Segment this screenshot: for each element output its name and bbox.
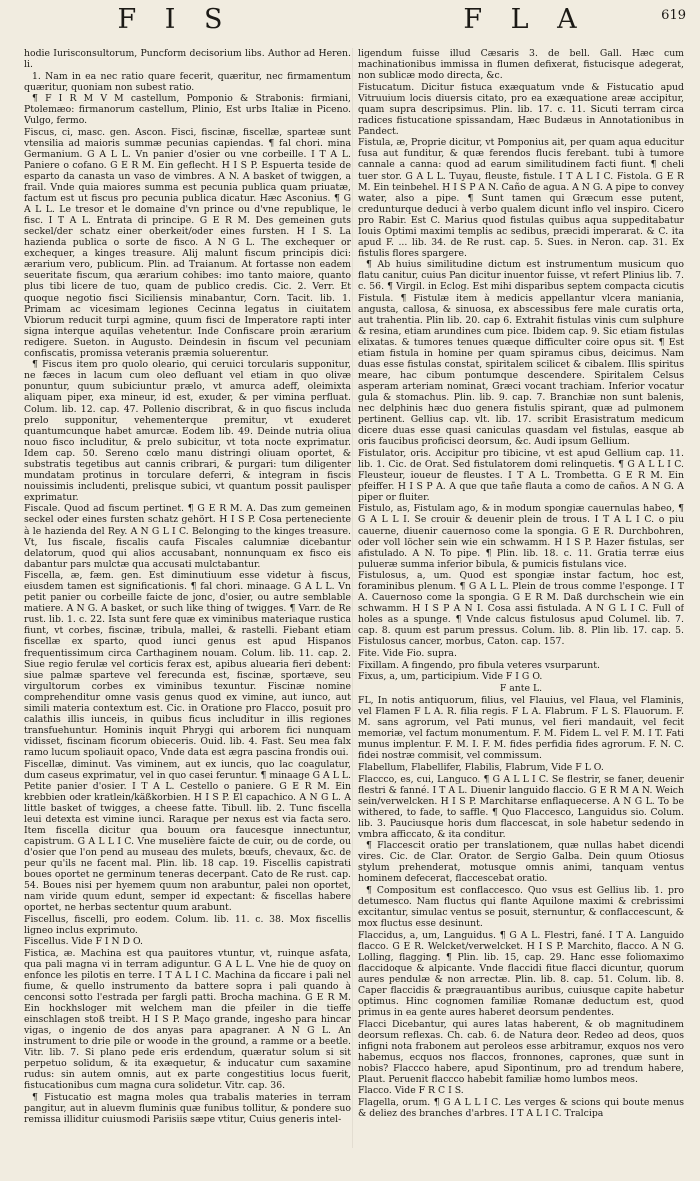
right-running-head: F L A xyxy=(463,4,587,35)
entry-paragraph: Fistulosus, a, um. Quod est spongiæ instar factum, hoc est, foraminibus plenum. ¶ G A L L. Plein de trous comme l'esponge. I T A. Cauernoso come la spongia. G E R M. Daß durchschein wie ein schwamm. H I S P A N I. Cosa assi fistulada. A N G L I C. Full of holes as a spunge. ¶ Vnde calcus fistulosus apud Columel. lib. 7. cap. 8. quum est parum pressus. Colum. lib. 8. Plin lib. 17. cap. 5. Fistulosus cancer, morbus, Caton. cap. 157. xyxy=(358,570,684,648)
entry-paragraph: Fiscellæ, diminut. Vas viminem, aut ex iuncis, quo lac coagulatur, dum caseus exprimatur, vel in quo casei feruntur. ¶ minaage G A L L. Petite panier d'osier. I T A L. Cestello o paniere. G E R M. Ein krebbien oder kratlein/käßkorbien. H I S P. El capachico. A N G L. A little basket of twigges, a cheese fatte. Tibull. lib. 2. Tunc fiscella leui detexta est vimine iunci. Raraque per nexus est via facta sero. Item fiscella dicitur qua bouum ora faucesque innectuntur, capistrum. G A L L I C. Vne muselière faicte de cuir, ou de corde, ou d'osier que l'on pend au museau des mulets, bœufs, chevaux, &c. de peur qu'ils ne facent mal. Plin. lib. 18 cap. 19. Fiscellis capistrati boues oportet ne germinum teneras decerpant. Cato de Re rust. cap. 54. Boues nisi per hyemem quum non arabuntur, palei non oportet, nam viride quum edunt, semper id expectant: & fiscellas habere oportet, ne herbas sectentur quum arabunt. xyxy=(24,758,351,914)
entry-paragraph: Fiscus, ci, masc. gen. Ascon. Fisci, fiscinæ, fiscellæ, sparteæ sunt vtensilia ad maioris summæ pecunias capiendas. ¶ fal chori. mina Germanium. G A L L. Vn panier d'osier ou vne corbeille. I T A L. Paniere o cofano. G E R M. Ein geflecht. H I S P. Espuerta teside de esparto da canasta un vaso de vimbres. A N. A basket of twiggen, a frail. Vnde quia maiores summa est pecunia publica quam priuatæ, factum est ut fiscus pro pecunia publica dicatur. Hæc Asconius. ¶ G A L L. Le tresor et le domaine d'vn prince ou d'vne republique, le fisc. I T A L. Entrata di principe. G E R M. Des gemeinen guts seckel/der schatz einer oberkeit/oder eines fursten. H I S. La hazienda publica o sorte de fisco. A N G L. The exchequer or exchequer, a kinges treasure. Alij malunt fiscum principis dici: ærarium vero, publicum. Plin. ad Traianum. At fortasse non eadem seueritate fiscum, qua ærarium cohibes: imo tanto maiore, quanto plus tibi licere de tuo, quam de publico credis. Cic. 2. Verr. Et quoque negotio fisci Siciliensis minabantur, Corn. Tacit. lib. 1. Primam ac vicesimam legiones Cecinna legatus in ciuitatem Vbiorum reducit turpi agmine, quum fisci de Imperatore rapti inter signa interque aquilas vehetentur. Inde Confiscare proin ærarium redigere. Sueton. in Augusto. Deindesin in fiscum vel pecuniam confiscatis, promissa veteranis præmia soluerentur. xyxy=(24,126,351,359)
entry-paragraph: Fiscella, æ, fæm. gen. Est diminutiuum esse videtur à fiscus, eiusdem tamen est significationis. ¶ fal chori. minaage. G A L L. Vn petit panier ou corbeille faicte de jonc, d'osier, ou autre semblable matiere. A N G. A basket, or such like thing of twigges. ¶ Varr. de Re rust. lib. 1. c. 22. Ista sunt fere quæ ex viminibus materiaque rustica fiunt, vt corbes, fiscinæ, tribula, mallei, & rastelli. Fiebant etiam fiscellæ ex sparto, quod iunci genus est apud Hispanos frequentissimum circa Carthaginem nouam. Colum. lib. 11. cap. 2. Siue regio ferulæ vel corticis ferax est, apibus aluearia fieri debent: siue palmæ sparteve vel ferecunda est, fiscinæ, sportæve, seu virgultorum corbes ex viminibus texuntur. Fiscinæ nomine comprehenditur omne vasis genus quod ex vimine, aut iunco, aut simili materia contextum est. Cic. in Oratione pro Flacco, posuit pro calathis illis iunceis, in quibus ficus includitur in illis regiones transfuehuntur. Hominis inquit Phrygi qui arborem fici nunquam vidisset, fiscinam ficorum obieceris. Ouid. lib. 4. Fast. Seu mea falx ramo lucum spoliauit opaco, Vnde data est ægra pascina frondis oui. xyxy=(24,570,351,758)
entry-paragraph: ¶ Fiscus item pro quolo oleario, qui ceruici torcularis supponitur, ne fæces in lacum cum oleo defluant vel etiam in quo olivæ ponuntur, quum subiciuntur prælo, vt amurca adeff, oleimixta aliquam piper, exa mineur, id est, exuder, & per vimina perfluat. Colum. lib. 12. cap. 47. Pollenio discribrat, & in quo fiscus includa prelo supponitur, vehementerque premitur, vt exuderet quantumcunque habet amurcæ. Eodem lib. 49. Deinde nutria oliua nouo fisco includitur, & prelo subicitur, vt tota nocte exprimatur. Idem cap. 50. Sereno cœlo manu distringi oliuam oportet, & substratis tegetibus aut cannis cribrari, & purgari: tum diligenter mundatam protinus in torculare deferri, & integram in fiscis nouissimis includenti, prelisque subici, vt quantum possit paulisper exprimatur. xyxy=(24,359,351,503)
entry-paragraph: Fistucatum. Dicitur fistuca exæquatum vnde & Fistucatio apud Vitruuium locis diuersis citato, pro ea exæquatione areæ accipitur, quam supra descripsimus. Plin. lib. 17. c. 11. Sicuti terram circa radices fistucatione spissandam, Hæc Budæus in Annotationibus in Pandect. xyxy=(358,81,684,137)
entry-paragraph: ¶ Fistucatio est magna moles qua trabalis materies in terram pangitur, aut in aluevm fluminis quæ funibus tollitur, & pondere suo remissa illiditur cuiusmodi Parisiis sæpe vtitur, Cuius generis intel- xyxy=(24,1091,351,1125)
entry-paragraph: Fixus, a, um, participium. Vide F I G O. xyxy=(358,671,543,683)
entry-paragraph: Flagella, orum. ¶ G A L L I C. Les verges & scions qui boute menus & deliez des branches d'arbres. I T A L I C. Tralcipa xyxy=(358,1096,684,1119)
entry-paragraph: Flaccco, es, cui, Languco. ¶ G A L L I C. Se flestrir, se faner, deuenir flestri & fanné. I T A L. Diuenir languido flaccio. G E R M A N. Weich sein/verwelcken. H I S P. Marchitarse enflaquecerse. A N G L. To be withered, to fade, to saffle. ¶ Quo Flaccesco, Languidus sio. Colum. lib. 3. Pauciusque horis dum flaccescat, in sole habetur sedendo in vmbra afficcato, & ita conditur. xyxy=(358,773,684,840)
page-header xyxy=(0,0,700,46)
left-column xyxy=(24,48,351,1166)
entry-paragraph: ligendum fuisse illud Cæsaris 3. de bell. Gall. Hæc cum machinationibus immissa in flumen defixerat, fistucisque adegerat, non sublicæ modo directa, &c. xyxy=(358,48,684,82)
page-number: 619 xyxy=(661,8,686,23)
entry-paragraph: ¶ Compositum est conflaccesco. Quo vsus est Gellius lib. 1. pro detumesco. Nam fluctus qui flante Aquilone maximi & crebrissimi excitantur, simulac ventus se posuit, sternuntur, & conflaccescunt, & mox fluctus esse desinunt. xyxy=(358,885,684,930)
entry-paragraph: 1. Nam in ea nec ratio quare fecerit, quæritur, nec firmamentum quæritur, quoniam non subest ratio. xyxy=(24,70,351,93)
entry-paragraph: Fistulator, oris. Accipitur pro tibicine, vt est apud Gellium cap. 11. lib. 1. Cic. de Orat. Sed fistulatorem domi relinquetis. ¶ G A L L I C. Fleusteur, ioueur de fleustes. I T A L. Trombetta. G E R M. Ein pfeiffer. H I S P A. A que que tañe flauta a como de caños. A N G. A piper or fluiter. xyxy=(358,447,684,503)
entry-paragraph: Fiscellus, fiscelli, pro eodem. Colum. lib. 11. c. 38. Mox fiscellis ligneo inclus exprimuto. xyxy=(24,913,351,936)
entry-paragraph: ¶ Flaccescit oratio per translationem, quæ nullas habet dicendi vires. Cic. de Clar. Orator. de Sergio Galba. Dein quum Otiosus stylum prehenderat, motusque omnis animi, tanquam ventus hominem defecerat, flaccescebat oratio. xyxy=(358,840,684,885)
entry-paragraph: Fite. Vide Fio. supra. xyxy=(358,648,457,660)
entry-paragraph: ¶ F I R M V M castellum, Pomponio & Strabonis: firmiani, Ptolemæo: firmanorum castellum, Plinio, Est urbs Italiæ in Piceno. Vulgo, fermo. xyxy=(24,93,351,127)
entry-paragraph: Fiscellus. Vide F I N D O. xyxy=(24,936,144,948)
entry-paragraph: Fistulo, as, Fistulam ago, & in modum spongiæ cauernulas habeo, ¶ G A L L I. Se crouir & deuenir plein de trous. I T A L I C. o piu cauerne, diuenir cauernoso come la spongia. G E R. Durchbohren, oder voll löcher sein wie ein schwamm. H I S P. Hazer fistulas, ser afistulado. A N. To pipe. ¶ Plin. lib. 18. c. 11. Gratia terræ eius pulueræ summa inferior bibula, & pumicis fistulans vice. xyxy=(358,503,684,570)
entry-paragraph: Fiscale. Quod ad fiscum pertinet. ¶ G E R M. A. Das zum gemeinen seckel oder eines fursten schatz gehört. H I S P. Cosa perteneciente à le hazienda del Rey. A N G L I C. Belonging to the kinges treasure. Vt, Ius fiscale, fiscalis caufa Fiscales calumniæ dicebantur delatorum, quod qui alios accusabant, nonnunquam ex fisco eis dabantur pars mulctæ qua accusati mulctabantur. xyxy=(24,503,351,570)
section-heading: F ante L. xyxy=(499,683,543,695)
entry-paragraph: Flabellum, Flabellifer, Flabilis, Flabrum, Vide F L O. xyxy=(358,762,604,773)
entry-paragraph: FL, In notis antiquorum, filius, vel Flauius, vel Flaua, vel Flaminis, vel Flamen F L A. R. filia regis. F L A. Flabrum. F L S. Flauorum. F. M. sans agrorum, vel Pati munus, vel fieri mandauit, vel fecit memoriæ, vel factum monumentum. F. M. Fidem L. vel F. M. I T. Fati munus implentur. F. M. I. F. M. fides perfidia fides agrorum. F. N. C. fidei nostræ commisit, vel commissum. xyxy=(358,695,684,762)
entry-paragraph: Flaccidus, a, um, Languidus. ¶ G A L. Flestri, fané. I T A. Languido flacco. G E R. Welcket/verwelcket. H I S P. Marchito, flacco. A N G. Lolling, flagging. ¶ Plin. lib. 15, cap. 29. Hanc esse foliomaximo flaccidoque & alpicante. Vnde flaccidi fitue flacci dicuntur, quorum aures pendulæ & non arrectæ. Plin. lib. 8. cap. 51. Colum. lib. 8. Caper flaccidis & prægrauantibus auribus, cuiusque capite habetur optimus. Hinc cognomen familiæ Romanæ deductum est, quod primus in ea gente aures haberet deorsum pendentes. xyxy=(358,929,684,1019)
entry-paragraph: Fistula, æ, Proprie dicitur, vt Pomponius ait, per quam aqua educitur fusa aut funditur, & quæ ferendos flucis ferebant. tubi à tumore cannale a canna: quod ad earum similitudinem facti fiunt. ¶ cheli tuer stor. G A L L. Tuyau, fleuste, fistule. I T A L I C. Fistola. G E R M. Ein teinbehel. H I S P A N. Caño de agua. A N G. A pipe to convey water, also a pipe. ¶ Sunt tamen qui Græcum esse putent, credunturque deduci à verbo qualem dicunt inflo vel inspiro. Cicero pro Rabir. Est C. Marius quod fistulas quibus aqua suppeditabatur Iouis Optimi maximi templis ac sedibus, præcidi imperarat. & C. ita apud F. ... lib. 34. de Re rust. cap. 5. Sues. in Neron. cap. 31. Ex fistulis flores spargere. xyxy=(358,137,684,259)
entry-paragraph: Flacco. Vide F R C I S. xyxy=(358,1085,464,1097)
entry-paragraph: Flacci Dicebantur, qui aures latas haberent, & ob magnitudinem deorsum reflexas. Ch. cab. 6. de Natura deor. Redeo ad deos, quos infigni nota frabonem aut peroleos esse arbitramur, exquos nos vero habemus, ecquos nos flaccos, fronnones, caprones, quæ sunt in nobis? Flaccco habere, apud Sipontinum, pro ad trendum habere, Plaut. Peruenit flaccco habebit familiæ homo lumbos meos. xyxy=(358,1018,684,1085)
left-running-head: F I S xyxy=(117,4,233,35)
entry-paragraph: Fistica, æ. Machina est qua pauitores vtuntur, vt, ruinque asfata, qua pali magna vi in terram adiguntur. G A L L. Vne hie de quoy on enfonce les pilotis en terre. I T A L I C. Machina da ficcare i pali nel fiume, & quello instrumento da battere sopra i pali quando à cenconsi sotto l'estrada per fargli patti. Brocha machina. G E R M. Ein hockhsloger mit welchem man die pfeiler in die tieffe einschlagen stoß treibt. H I S P. Maço grande, ingesho para hincar vigas, o ingenio de dos anyas para apagraner. A N G L. An instrument to drie pile or woode in the ground, a ramme or a beetle. Vitr. lib. 7. Si plano pede eris erdendum, quæratur solum si sit perpetuo solidum, & ita exæquetur, & inducatur cum saxamine rudus: sin autem omnis, aut ex parte congestitius locus fuerit, fistucationibus cum magna cura solidetur. Vitr. cap. 36. xyxy=(24,947,351,1092)
entry-paragraph: Fixillam. A fingendo, pro fibula veteres vsurparunt. xyxy=(358,659,600,671)
right-column xyxy=(358,48,684,1166)
entry-paragraph: hodie Iurisconsultorum, Puncform decisorium libs. Author ad Heren. li. xyxy=(24,48,351,71)
column-gutter xyxy=(352,48,353,1148)
entry-paragraph: ¶ Ab huius similitudine dictum est instrumentum musicum quo flatu canitur, cuius Pan dicitur inuentor fuisse, vt refert Plinius lib. 7. c. 56. ¶ Virgil. in Eclog. Est mihi disparibus septem compacta cicutis Fistula. ¶ Fistulæ item à medicis appellantur vlcera maniania, angusta, callosa, & sinuosa, ex abscessibus fere male curatis orta, aut trahentia. Plin lib. 20. cap 6. Extrahit fistulas vinis cum sulphure & resina, etiam arundines cum pice. Ibidem cap. 9. Sic etiam fistulas elixatas. & tumores tenues quæque difficulter coire opus sit. ¶ Est etiam fistula in homine per quam spiramus cibus, deicimus. Nam duas esse fistulas constat, spiritalem scilicet & cibalem. Illis spiritus meare, hac cibum pontumque descendere. Spiritalem Celsus asperam arteriam nominat, Græci vocant trachiam. Inferior vocatur gula & stomachus. Plin. lib. 9. cap. 7. Branchiæ non sunt balenis, nec delphinis hæc duo genera fistulis spirant, quæ ad pulmonem pertinent. Gellius cap. vlt. lib. 17. scribit Erasistratum medicum dicere duas esse quasi caniculas quasdam vel fistulas, easque ab oris faucibus proficisci deorsum, &c. Audi ipsum Gellium. xyxy=(358,259,684,448)
